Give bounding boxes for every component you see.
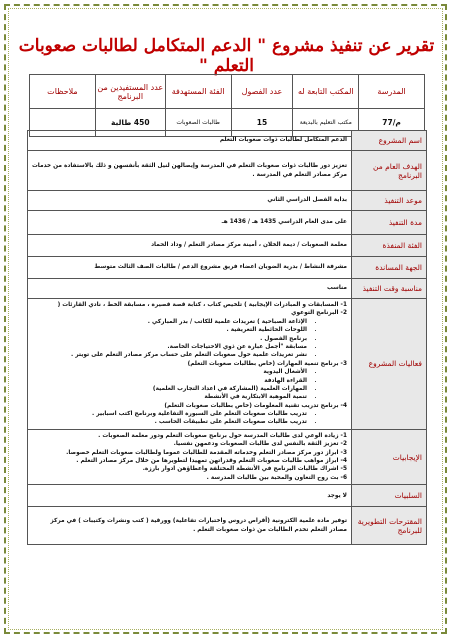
label-timing: مناسبة وقت التنفيذ bbox=[352, 279, 427, 299]
label-positives: الإيجابيات bbox=[352, 429, 427, 484]
list-item: • المهارات العلمية (المشاركة في اعداد التجارب العلمية) bbox=[32, 385, 307, 393]
list-item: 1- زيادة الوعي لدى طالبات المدرسة حول برنامج صعوبات التعلم ودور معلمة الصعوبات . bbox=[98, 432, 347, 439]
label-goal: الهدف العام من البرنامج bbox=[352, 151, 427, 191]
list-item: 3- ابراز دور مركز مصادر التعلم وخدماته المقدمة للطالبات عموما ولطالبات صعوبات التعلم خصوصا. bbox=[66, 449, 347, 456]
activity-list-4 bbox=[32, 410, 347, 427]
label-negatives: السلبيات bbox=[352, 485, 427, 507]
list-item: • برنامج الفصول . bbox=[32, 335, 307, 343]
value-positives bbox=[28, 429, 352, 484]
activity-item-3: 3- برنامج تنمية المهارات (خاص بطالبات صعوبات التعلم) bbox=[187, 360, 347, 367]
row-support bbox=[28, 257, 427, 279]
header-office: المكتب التابعة له bbox=[293, 75, 359, 109]
label-duration: مدة التنفيذ bbox=[352, 211, 427, 235]
label-project-name: اسم المشروع bbox=[352, 131, 427, 151]
label-proposals: المقترحات التطويرية للبرنامج bbox=[352, 507, 427, 545]
summary-table bbox=[29, 74, 425, 137]
label-activities: فعاليات المشروع bbox=[352, 299, 427, 430]
list-item: 5- اشراك طالبات البرنامج في الأنشطة المختلفة واعطاؤهن ادوار بارزة. bbox=[142, 466, 347, 473]
list-item: 6- بث روح التعاون والمحبة بين طالبات المدرسة . bbox=[206, 474, 347, 481]
label-implementers: الفئة المنفذة bbox=[352, 235, 427, 257]
list-item: • الأشغال اليدوية bbox=[32, 368, 307, 376]
list-item: • نشر تغريدات علمية حول صعوبات التعلم على حساب مركز مصادر التعلم على تويتر . bbox=[32, 351, 307, 359]
row-timing bbox=[28, 279, 427, 299]
activity-item-4: 4- برنامج تدريب تقنية المعلومات (خاص بطالبات صعوبات التعلم) bbox=[164, 402, 347, 409]
report-table bbox=[27, 130, 427, 545]
list-item: • تدريب طالبات صعوبات التعلم على تطبيقات الحاسب . bbox=[32, 418, 307, 426]
row-activities bbox=[28, 299, 427, 430]
row-implementers bbox=[28, 235, 427, 257]
value-office: مكتب التعليم بالبديعة bbox=[293, 109, 359, 137]
value-project-name: الدعم المتكامل لطالبات ذوات صعوبات التعلم bbox=[28, 131, 352, 151]
row-proposals bbox=[28, 507, 427, 545]
value-school: م/77 bbox=[359, 109, 425, 137]
header-target: الفئة المستهدفة bbox=[165, 75, 231, 109]
row-goal bbox=[28, 151, 427, 191]
header-beneficiaries: عدد المستفيدين من البرنامج bbox=[95, 75, 165, 109]
header-classes: عدد الفصول bbox=[231, 75, 293, 109]
row-positives bbox=[28, 429, 427, 484]
value-implementers: معلمة الصعوبات / ديمة الخلان ، أمينة مركز مصادر التعلم / وداد الحماد bbox=[28, 235, 352, 257]
value-proposals: توفير مادة علمية الكترونية (أقراص دروس واختبارات تفاعلية) وورقية ( كتب ونشرات وكتيبات ) في مركز مصادر التعلم تخدم الطالبات من ذوات صعوبات التعلم . bbox=[28, 507, 352, 545]
value-goal: تعزيز دور طالبات ذوات صعوبات التعلم في المدرسة وإيصالهن لنيل الثقة بأنفسهن و ذلك بالاستفادة من خدمات مركز مصادر التعلم في المدرسة . bbox=[28, 151, 352, 191]
list-item: • تدريب طالبات صعوبات التعلم على السبورة التفاعلية وبرنامج اكتب اسبابير . bbox=[32, 410, 307, 418]
header-notes: ملاحظات bbox=[30, 75, 96, 109]
summary-header-row bbox=[30, 75, 425, 109]
list-item: • تنمية الموهبة الابتكارية في الأنشطة bbox=[32, 393, 307, 401]
value-support: مشرفة النشاط / بدرية الضويان اعضاء فريق مشروع الدعم / طالبات الصف الثالث متوسط bbox=[28, 257, 352, 279]
activity-item-2: 2- البرنامج التوعوي bbox=[291, 310, 347, 317]
value-timing: مناسب bbox=[28, 279, 352, 299]
label-date: موعد التنفيذ bbox=[352, 191, 427, 211]
list-item: • القراءة الهادفة bbox=[32, 377, 307, 385]
list-item: • الإذاعة الصباحية ) تغريدات علمية للكاتب / بدر المباركي . bbox=[32, 318, 307, 326]
header-school: المدرسة bbox=[359, 75, 425, 109]
list-item: 2- تعزيز الثقة بالنفس لدى طالبات الصعوبات ودعمهن نفسيا. bbox=[173, 441, 347, 448]
row-date bbox=[28, 191, 427, 211]
list-item: • اللوحات الحائطية التعريفية . bbox=[32, 326, 307, 334]
page-title: تقرير عن تنفيذ مشروع " الدعم المتكامل لطالبات صعوبات التعلم " bbox=[18, 36, 435, 76]
value-classes: 15 bbox=[231, 109, 293, 137]
activity-list-3 bbox=[32, 368, 347, 402]
value-negatives: لا يوجد bbox=[28, 485, 352, 507]
list-item: • مسابقة "أجمل عبارة عن ذوي الاحتياجات الخاصة. bbox=[32, 343, 307, 351]
activity-item-1: 1- المسابقات و المبادرات الإيجابية ) تلخيص كتاب ، كتابة قصة قصيرة ، مسابقة الخط ، نادي القارئات ( bbox=[57, 302, 347, 308]
list-item: 4- ابراز مواهب طالبات صعوبات التعلم وقدراتهن تمهيدا لتطويرها من خلال مركز مصادر التعلم . bbox=[76, 458, 347, 465]
row-project-name bbox=[28, 131, 427, 151]
value-target: طالبات الصعوبات bbox=[165, 109, 231, 137]
value-activities bbox=[28, 299, 352, 430]
value-date: بداية الفصل الدراسي الثاني bbox=[28, 191, 352, 211]
label-support: الجهة المساندة bbox=[352, 257, 427, 279]
value-beneficiaries: 450 طالبة bbox=[95, 109, 165, 137]
value-duration: على مدى العام الدراسي 1435 هـ / 1436 هـ bbox=[28, 211, 352, 235]
row-negatives bbox=[28, 485, 427, 507]
activity-list-2 bbox=[32, 318, 347, 360]
row-duration bbox=[28, 211, 427, 235]
